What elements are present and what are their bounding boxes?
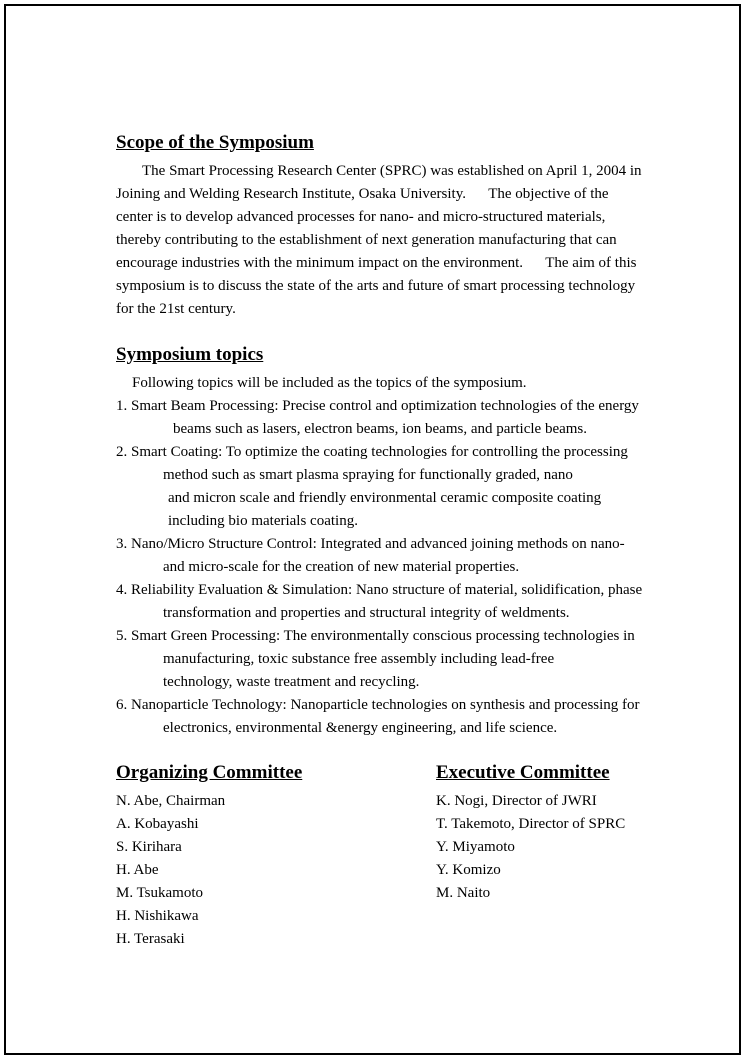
topic-line: 1. Smart Beam Processing: Precise control and optimization technologies of the energy [116, 398, 639, 414]
member-name: Y. Miyamoto [436, 839, 515, 855]
executive-committee-heading: Executive Committee [436, 762, 610, 783]
member-name: A. Kobayashi [116, 816, 199, 832]
scope-line: Joining and Welding Research Institute, Osaka University. The objective of the [116, 186, 609, 202]
member-name: Y. Komizo [436, 862, 501, 878]
member-name: T. Takemoto, Director of SPRC [436, 816, 626, 832]
member-name: N. Abe, Chairman [116, 793, 226, 809]
scope-line: encourage industries with the minimum impact on the environment. The aim of this [116, 255, 637, 271]
topic-line: 3. Nano/Micro Structure Control: Integrated and advanced joining methods on nano- [116, 536, 625, 552]
topic-line: including bio materials coating. [168, 513, 358, 529]
topics-heading: Symposium topics [116, 344, 264, 365]
topic-line: 2. Smart Coating: To optimize the coating technologies for controlling the processing [116, 444, 628, 460]
member-name: S. Kirihara [116, 839, 182, 855]
scope-section [116, 131, 688, 321]
organizing-committee [116, 761, 436, 951]
topic-line: and micron scale and friendly environmental ceramic composite coating [168, 490, 602, 506]
topic-line: 4. Reliability Evaluation & Simulation: Nano structure of material, solidification, phase [116, 582, 643, 598]
topic-line: 5. Smart Green Processing: The environmentally conscious processing technologies in [116, 628, 635, 644]
scope-line: center is to develop advanced processes for nano- and micro-structured materials, [116, 209, 606, 225]
executive-committee [436, 761, 688, 951]
topic-line: transformation and properties and structural integrity of weldments. [163, 605, 570, 621]
topic-line: technology, waste treatment and recycling. [163, 674, 420, 690]
topic-line: manufacturing, toxic substance free assembly including lead-free [163, 651, 555, 667]
member-name: K. Nogi, Director of JWRI [436, 793, 597, 809]
scope-line: for the 21st century. [116, 301, 236, 317]
scope-heading: Scope of the Symposium [116, 132, 314, 153]
organizing-committee-heading: Organizing Committee [116, 762, 303, 783]
page-content [116, 131, 688, 951]
topic-line: 6. Nanoparticle Technology: Nanoparticle technologies on synthesis and processing for [116, 697, 640, 713]
topics-intro: Following topics will be included as the topics of the symposium. [132, 375, 527, 391]
member-name: H. Abe [116, 862, 159, 878]
topic-line: beams such as lasers, electron beams, ion beams, and particle beams. [173, 421, 588, 437]
topic-line: method such as smart plasma spraying for functionally graded, nano [163, 467, 573, 483]
topics-section [116, 343, 688, 740]
member-name: H. Nishikawa [116, 908, 199, 924]
member-name: M. Naito [436, 885, 491, 901]
committees-section [116, 761, 688, 951]
scope-line: The Smart Processing Research Center (SPRC) was established on April 1, 2004 in [142, 163, 642, 179]
member-name: H. Terasaki [116, 931, 185, 947]
scope-line: thereby contributing to the establishment of next generation manufacturing that can [116, 232, 617, 248]
topic-line: electronics, environmental &energy engineering, and life science. [163, 720, 558, 736]
member-name: M. Tsukamoto [116, 885, 204, 901]
scope-line: symposium is to discuss the state of the arts and future of smart processing technology [116, 278, 636, 294]
topic-line: and micro-scale for the creation of new material properties. [163, 559, 520, 575]
